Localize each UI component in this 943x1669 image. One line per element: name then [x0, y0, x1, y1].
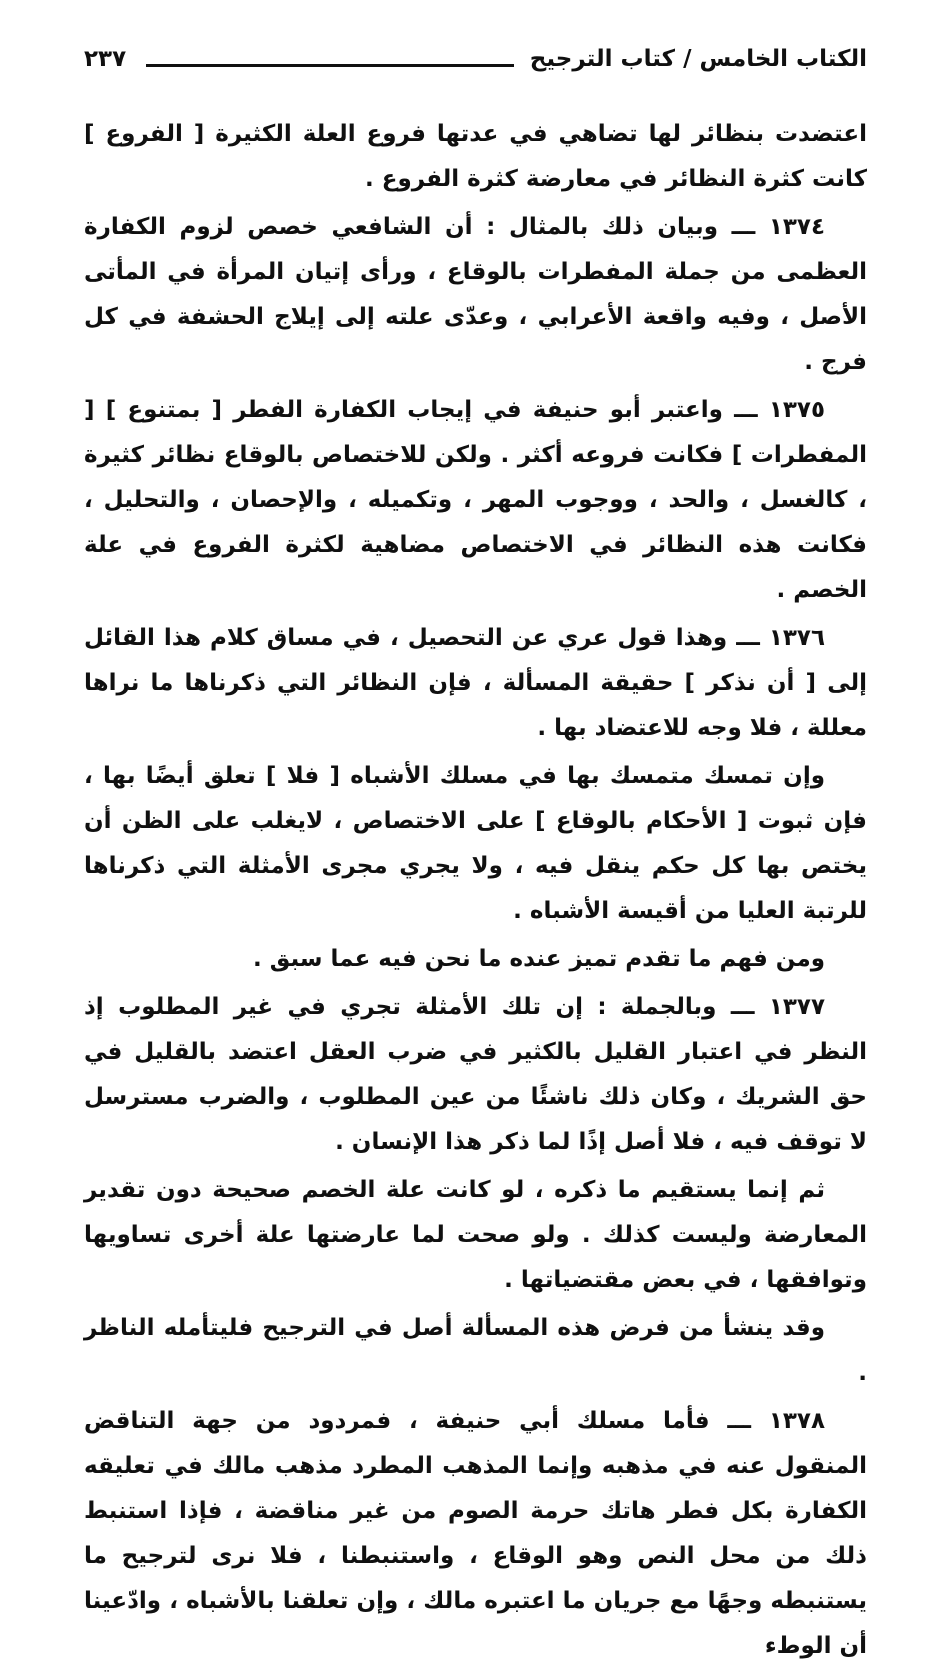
page-number: ٢٣٧	[84, 46, 127, 72]
chapter-title: الكتاب الخامس / كتاب الترجيح	[529, 46, 867, 72]
paragraph-١٣٧٧: ١٣٧٧ ـــ وبالجملة : إن تلك الأمثلة تجري في غير المطلوب إذ النظر في اعتبار القليل بالكثير في ضرب العقل اعتضد بالقليل في حق الشريك ، وكان ذلك ناشئًا من عين المطلوب ، والضرب مسترسل لا توقف فيه ، فلا أصل إذًا لما ذكر هذا الإنسان .	[84, 994, 867, 1155]
paragraph: اعتضدت بنظائر لها تضاهي في عدتها فروع العلة الكثيرة [ الفروع ] كانت كثرة النظائر في معارضة كثرة الفروع .	[84, 121, 867, 192]
text-body	[84, 112, 867, 1669]
paragraph: ثم إنما يستقيم ما ذكره ، لو كانت علة الخصم صحيحة دون تقدير المعارضة وليست كذلك . ولو صحت لما عارضتها علة أخرى تساويها وتوافقها ، في بعض مقتضياتها .	[84, 1177, 867, 1293]
paragraph-١٣٧٨: ١٣٧٨ ـــ فأما مسلك أبي حنيفة ، فمردود من جهة التناقض المنقول عنه في مذهبه وإنما المذهب المطرد مذهب مالك في تعليقه الكفارة بكل فطر هاتك حرمة الصوم من غير مناقضة ، فإذا استنبط ذلك من محل النص وهو الوقاع ، واستنبطنا ، فلا نرى لترجيح ما يستنبطه وجهًا مع جريان ما اعتبره مالك ، وإن تعلقنا بالأشباه ، وادّعينا أن الوطء	[84, 1408, 867, 1659]
paragraph: ومن فهم ما تقدم تميز عنده ما نحن فيه عما سبق .	[253, 946, 825, 972]
paragraph: وإن تمسك متمسك بها في مسلك الأشباه [ فلا ] تعلق أيضًا بها ، فإن ثبوت [ الأحكام بالوقاع ] على الاختصاص ، لايغلب على الظن أن يختص بها كل حكم ينقل فيه ، ولا يجري مجرى الأمثلة التي ذكرناها للرتبة العليا من أقيسة الأشباه .	[84, 763, 867, 924]
paragraph-١٣٧٥: ١٣٧٥ ـــ واعتبر أبو حنيفة في إيجاب الكفارة الفطر [ بمتنوع ] [ المفطرات ] فكانت فروعه أكثر . ولكن للاختصاص بالوقاع نظائر كثيرة ، كالغسل ، والحد ، ووجوب المهر ، وتكميله ، والإحصان ، والتحليل ، فكانت هذه النظائر في الاختصاص مضاهية لكثرة الفروع في علة الخصم .	[84, 397, 867, 603]
paragraph-١٣٧٤: ١٣٧٤ ـــ وبيان ذلك بالمثال : أن الشافعي خصص لزوم الكفارة العظمى من جملة المفطرات بالوقاع ، ورأى إتيان المرأة في المأتى الأصل ، وفيه واقعة الأعرابي ، وعدّى علته إلى إيلاج الحشفة في كل فرج .	[84, 214, 867, 375]
paragraph-١٣٧٦: ١٣٧٦ ـــ وهذا قول عري عن التحصيل ، في مساق كلام هذا القائل إلى [ أن نذكر ] حقيقة المسألة ، فإن النظائر التي ذكرناها ما نراها معللة ، فلا وجه للاعتضاد بها .	[84, 625, 867, 741]
header-rule	[146, 64, 514, 67]
page-header	[84, 46, 867, 72]
paragraph: وقد ينشأ من فرض هذه المسألة أصل في الترجيح فليتأمله الناظر .	[84, 1315, 867, 1386]
